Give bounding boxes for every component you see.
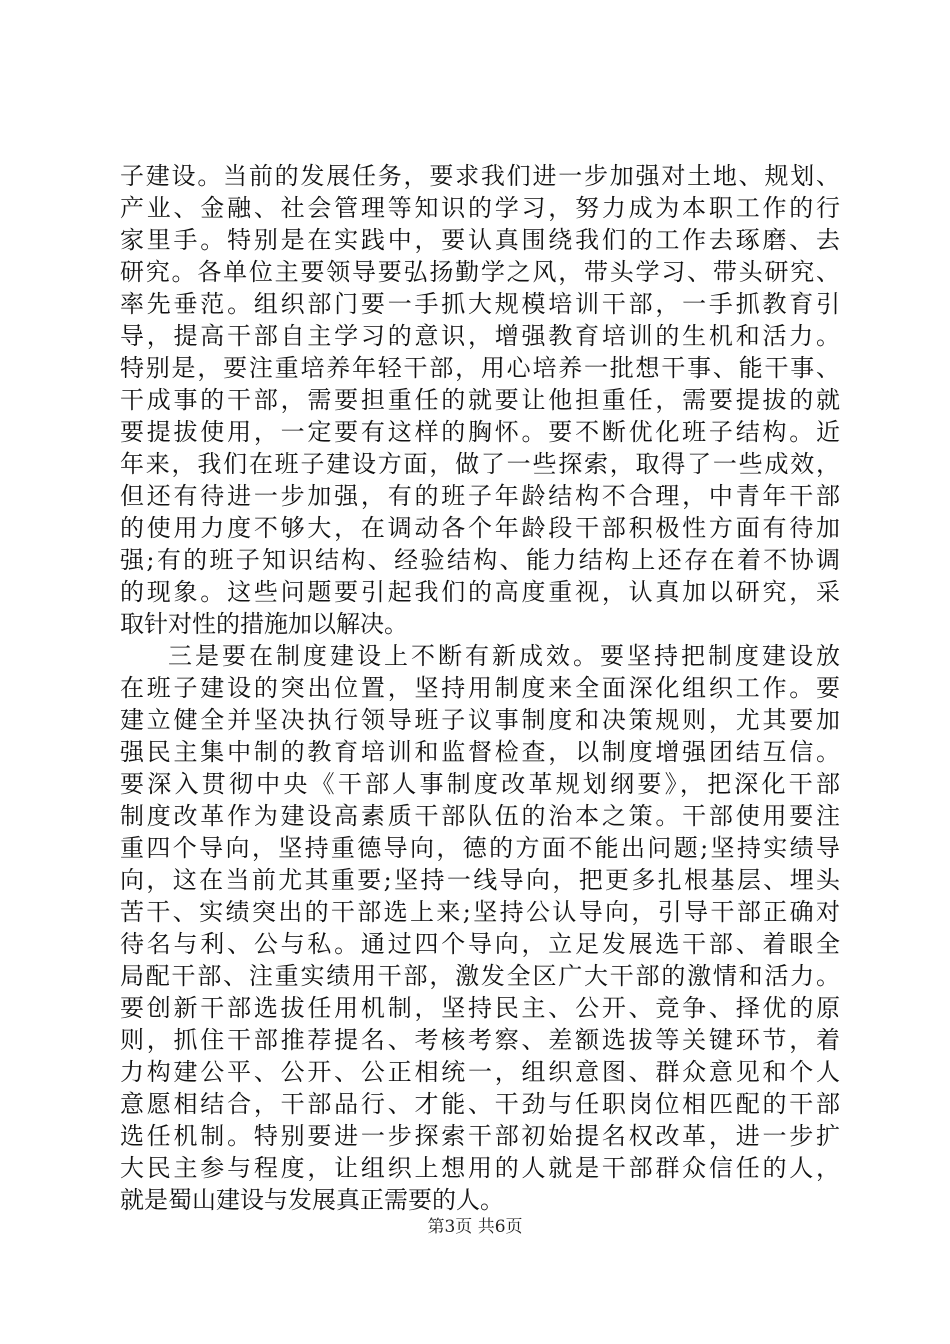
text-line: 子建设。当前的发展任务，要求我们进一步加强对土地、规划、 — [120, 162, 840, 190]
text-line: 大民主参与程度，让组织上想用的人就是干部群众信任的人， — [120, 1154, 840, 1182]
text-line: 则，抓住干部推荐提名、考核考察、差额选拔等关键环节，着 — [120, 1026, 840, 1054]
text-line: 年来，我们在班子建设方面，做了一些探索，取得了一些成效， — [120, 450, 840, 478]
text-line: 取针对性的措施加以解决。 — [120, 610, 408, 638]
text-line: 但还有待进一步加强，有的班子年龄结构不合理，中青年干部 — [120, 482, 840, 510]
text-line: 意愿相结合，干部品行、才能、干劲与任职岗位相匹配的干部 — [120, 1090, 840, 1118]
text-line: 的现象。这些问题要引起我们的高度重视，认真加以研究，采 — [120, 578, 840, 606]
text-line: 导，提高干部自主学习的意识，增强教育培训的生机和活力。 — [120, 322, 840, 350]
text-line: 在班子建设的突出位置，坚持用制度来全面深化组织工作。要 — [120, 674, 840, 702]
text-line: 产业、金融、社会管理等知识的学习，努力成为本职工作的行 — [120, 194, 840, 222]
body-text — [120, 160, 840, 1216]
text-line: 要深入贯彻中央《干部人事制度改革规划纲要》，把深化干部 — [120, 770, 840, 798]
text-line: 向，这在当前尤其重要;坚持一线导向，把更多扎根基层、埋头 — [120, 866, 840, 894]
text-line: 重四个导向，坚持重德导向，德的方面不能出问题;坚持实绩导 — [120, 834, 840, 862]
text-line: 要提拔使用，一定要有这样的胸怀。要不断优化班子结构。近 — [120, 418, 840, 446]
text-line: 建立健全并坚决执行领导班子议事制度和决策规则，尤其要加 — [120, 706, 840, 734]
text-line: 研究。各单位主要领导要弘扬勤学之风，带头学习、带头研究、 — [120, 258, 840, 286]
text-line: 要创新干部选拔任用机制，坚持民主、公开、竞争、择优的原 — [120, 994, 840, 1022]
text-line: 待名与利、公与私。通过四个导向，立足发展选干部、着眼全 — [120, 930, 840, 958]
text-line: 特别是，要注重培养年轻干部，用心培养一批想干事、能干事、 — [120, 354, 840, 382]
text-line: 力构建公平、公开、公正相统一，组织意图、群众意见和个人 — [120, 1058, 840, 1086]
text-line: 三是要在制度建设上不断有新成效。要坚持把制度建设放 — [168, 642, 840, 670]
text-line: 率先垂范。组织部门要一手抓大规模培训干部，一手抓教育引 — [120, 290, 840, 318]
text-line: 强;有的班子知识结构、经验结构、能力结构上还存在着不协调 — [120, 546, 840, 574]
text-line: 苦干、实绩突出的干部选上来;坚持公认导向，引导干部正确对 — [120, 898, 840, 926]
text-line: 的使用力度不够大，在调动各个年龄段干部积极性方面有待加 — [120, 514, 840, 542]
text-line: 就是蜀山建设与发展真正需要的人。 — [120, 1186, 504, 1214]
text-line: 强民主集中制的教育培训和监督检查，以制度增强团结互信。 — [120, 738, 840, 766]
text-line: 局配干部、注重实绩用干部，激发全区广大干部的激情和活力。 — [120, 962, 840, 990]
text-line: 干成事的干部，需要担重任的就要让他担重任，需要提拔的就 — [120, 386, 840, 414]
page-footer: 第3页 共6页 — [427, 1217, 523, 1237]
text-line: 制度改革作为建设高素质干部队伍的治本之策。干部使用要注 — [120, 802, 840, 830]
text-line: 选任机制。特别要进一步探索干部初始提名权改革，进一步扩 — [120, 1122, 840, 1150]
text-line: 家里手。特别是在实践中，要认真围绕我们的工作去琢磨、去 — [120, 226, 840, 254]
